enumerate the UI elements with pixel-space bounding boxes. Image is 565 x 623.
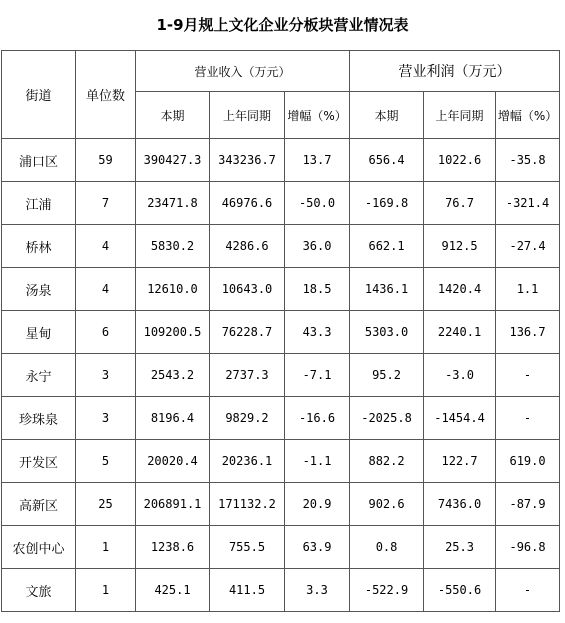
cell-profit-growth: -	[496, 354, 560, 397]
cell-units: 7	[76, 182, 136, 225]
table-row	[2, 483, 560, 526]
cell-profit-last-year: -3.0	[424, 354, 496, 397]
cell-profit-current: 1436.1	[350, 268, 424, 311]
cell-revenue-growth: -7.1	[285, 354, 350, 397]
cell-profit-growth: -	[496, 397, 560, 440]
cell-profit-growth: -87.9	[496, 483, 560, 526]
table-row	[2, 139, 560, 182]
cell-street: 桥林	[2, 225, 76, 268]
cell-units: 4	[76, 268, 136, 311]
cell-revenue-growth: -50.0	[285, 182, 350, 225]
cell-revenue-growth: 18.5	[285, 268, 350, 311]
cell-profit-last-year: 122.7	[424, 440, 496, 483]
cell-revenue-last-year: 46976.6	[210, 182, 285, 225]
table-row	[2, 440, 560, 483]
header-profit: 营业利润（万元）	[350, 51, 560, 92]
cell-revenue-last-year: 2737.3	[210, 354, 285, 397]
cell-revenue-current: 390427.3	[136, 139, 210, 182]
header-units: 单位数	[76, 51, 136, 139]
cell-street: 开发区	[2, 440, 76, 483]
cell-profit-last-year: 7436.0	[424, 483, 496, 526]
cell-profit-growth: -27.4	[496, 225, 560, 268]
cell-profit-growth: -96.8	[496, 526, 560, 569]
cell-revenue-current: 1238.6	[136, 526, 210, 569]
cell-profit-last-year: 76.7	[424, 182, 496, 225]
table-row	[2, 311, 560, 354]
cell-units: 1	[76, 569, 136, 612]
cell-units: 59	[76, 139, 136, 182]
cell-units: 6	[76, 311, 136, 354]
cell-street: 永宁	[2, 354, 76, 397]
cell-units: 3	[76, 354, 136, 397]
cell-profit-last-year: 912.5	[424, 225, 496, 268]
cell-revenue-current: 2543.2	[136, 354, 210, 397]
cell-revenue-last-year: 9829.2	[210, 397, 285, 440]
cell-revenue-last-year: 4286.6	[210, 225, 285, 268]
cell-revenue-last-year: 343236.7	[210, 139, 285, 182]
cell-profit-current: 662.1	[350, 225, 424, 268]
cell-profit-growth: 1.1	[496, 268, 560, 311]
table-row	[2, 182, 560, 225]
cell-profit-growth: 136.7	[496, 311, 560, 354]
header-revenue-last-year: 上年同期	[210, 92, 285, 139]
header-row-group	[2, 51, 560, 92]
cell-profit-last-year: 1420.4	[424, 268, 496, 311]
cell-revenue-last-year: 10643.0	[210, 268, 285, 311]
cell-street: 星甸	[2, 311, 76, 354]
cell-revenue-current: 8196.4	[136, 397, 210, 440]
cell-profit-current: -2025.8	[350, 397, 424, 440]
cell-street: 浦口区	[2, 139, 76, 182]
cell-units: 5	[76, 440, 136, 483]
cell-profit-current: 656.4	[350, 139, 424, 182]
cell-revenue-current: 23471.8	[136, 182, 210, 225]
cell-revenue-growth: 63.9	[285, 526, 350, 569]
cell-units: 4	[76, 225, 136, 268]
table-row	[2, 397, 560, 440]
cell-profit-growth: -35.8	[496, 139, 560, 182]
table-row	[2, 354, 560, 397]
cell-units: 3	[76, 397, 136, 440]
cell-revenue-last-year: 20236.1	[210, 440, 285, 483]
header-profit-current: 本期	[350, 92, 424, 139]
cell-profit-current: -169.8	[350, 182, 424, 225]
header-revenue-current: 本期	[136, 92, 210, 139]
cell-profit-growth: 619.0	[496, 440, 560, 483]
header-profit-last-year: 上年同期	[424, 92, 496, 139]
cell-units: 1	[76, 526, 136, 569]
cell-revenue-growth: 3.3	[285, 569, 350, 612]
cell-revenue-current: 20020.4	[136, 440, 210, 483]
cell-profit-current: 882.2	[350, 440, 424, 483]
header-street: 街道	[2, 51, 76, 139]
table-row	[2, 526, 560, 569]
cell-street: 珍珠泉	[2, 397, 76, 440]
cell-profit-current: 0.8	[350, 526, 424, 569]
cell-street: 高新区	[2, 483, 76, 526]
cell-profit-current: 95.2	[350, 354, 424, 397]
cell-street: 汤泉	[2, 268, 76, 311]
table-row	[2, 225, 560, 268]
cell-revenue-last-year: 171132.2	[210, 483, 285, 526]
cell-street: 江浦	[2, 182, 76, 225]
cell-revenue-growth: 36.0	[285, 225, 350, 268]
cell-revenue-growth: -1.1	[285, 440, 350, 483]
cell-revenue-current: 109200.5	[136, 311, 210, 354]
cell-profit-last-year: 1022.6	[424, 139, 496, 182]
cell-revenue-growth: 43.3	[285, 311, 350, 354]
cell-revenue-current: 425.1	[136, 569, 210, 612]
cell-profit-current: 902.6	[350, 483, 424, 526]
cell-revenue-growth: 13.7	[285, 139, 350, 182]
cell-units: 25	[76, 483, 136, 526]
cell-street: 农创中心	[2, 526, 76, 569]
cell-revenue-last-year: 411.5	[210, 569, 285, 612]
cell-profit-last-year: 2240.1	[424, 311, 496, 354]
cell-profit-growth: -	[496, 569, 560, 612]
cell-profit-last-year: -550.6	[424, 569, 496, 612]
cell-revenue-growth: -16.6	[285, 397, 350, 440]
cell-revenue-current: 12610.0	[136, 268, 210, 311]
cell-profit-last-year: -1454.4	[424, 397, 496, 440]
cell-revenue-last-year: 755.5	[210, 526, 285, 569]
table-row	[2, 268, 560, 311]
cell-profit-current: -522.9	[350, 569, 424, 612]
header-revenue-growth: 增幅（%）	[285, 92, 350, 139]
cell-profit-growth: -321.4	[496, 182, 560, 225]
cell-revenue-growth: 20.9	[285, 483, 350, 526]
table-row	[2, 569, 560, 612]
cell-revenue-last-year: 76228.7	[210, 311, 285, 354]
cell-profit-last-year: 25.3	[424, 526, 496, 569]
cell-revenue-current: 5830.2	[136, 225, 210, 268]
cell-profit-current: 5303.0	[350, 311, 424, 354]
cell-revenue-current: 206891.1	[136, 483, 210, 526]
cell-street: 文旅	[2, 569, 76, 612]
business-table	[1, 50, 560, 612]
header-profit-growth: 增幅（%）	[496, 92, 560, 139]
header-revenue: 营业收入（万元）	[136, 51, 350, 92]
table-title: 1-9月规上文化企业分板块营业情况表	[156, 16, 409, 34]
